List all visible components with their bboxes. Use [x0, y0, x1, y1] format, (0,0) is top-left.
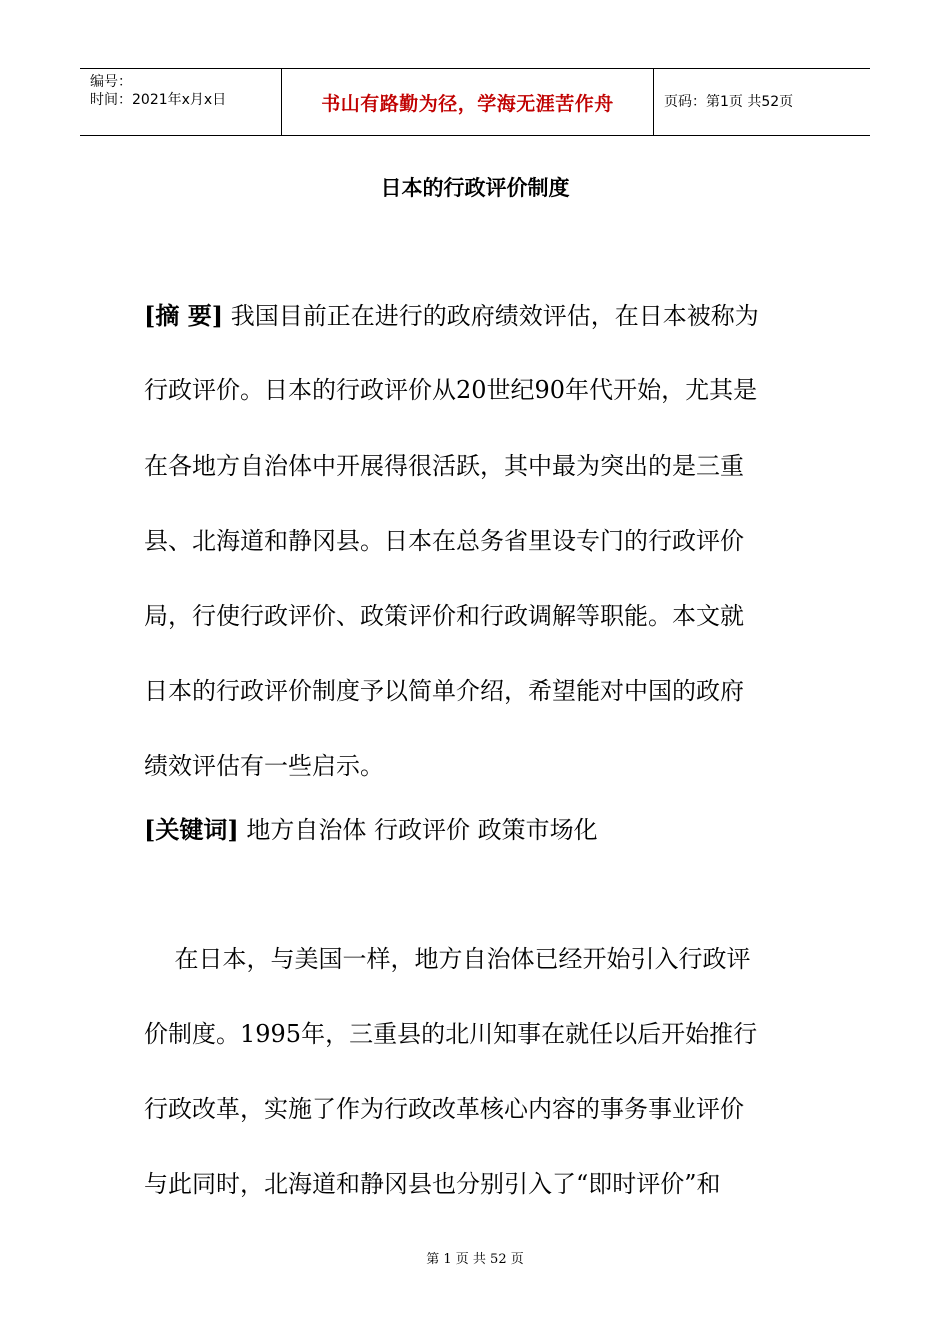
- abstract-text: 我国目前正在进行的政府绩效评估，在日本被称为: [230, 302, 759, 330]
- header-info-cell: [80, 69, 281, 135]
- header-page-code: 页码：第1页 共52页: [664, 94, 794, 110]
- header-table: [80, 68, 870, 136]
- keywords-text: 地方自治体 行政评价 政策市场化: [246, 816, 598, 844]
- header-page-cell: [654, 69, 870, 135]
- header-motto: 书山有路勤为径，学海无涯苦作舟: [321, 92, 614, 115]
- body-line: 与此同时，北海道和静冈县也分别引入了“即时评价”和: [144, 1170, 721, 1198]
- document-title: 日本的行政评价制度: [380, 176, 570, 200]
- header-motto-cell: [281, 69, 654, 135]
- abstract-line: 在各地方自治体中开展得很活跃，其中最为突出的是三重: [144, 452, 744, 480]
- abstract-line: 日本的行政评价制度予以简单介绍，希望能对中国的政府: [144, 677, 744, 705]
- document-date-label: 时间：2021年x月x日: [90, 92, 227, 108]
- document-number-label: 编号：: [90, 74, 132, 90]
- body-line: 价制度。1995年，三重县的北川知事在就任以后开始推行: [144, 1020, 758, 1048]
- abstract-label: [摘 要]: [144, 301, 224, 330]
- abstract-line: 行政评价。日本的行政评价从20世纪90年代开始，尤其是: [144, 376, 758, 404]
- page-footer: 第 1 页 共 52 页: [426, 1252, 524, 1267]
- abstract-line: 县、北海道和静冈县。日本在总务省里设专门的行政评价: [144, 527, 744, 555]
- keywords-label: [关键词]: [144, 815, 239, 844]
- abstract-line: 绩效评估有一些启示。: [144, 752, 384, 780]
- body-line: 行政改革，实施了作为行政改革核心内容的事务事业评价: [144, 1095, 744, 1123]
- body-line: 在日本，与美国一样，地方自治体已经开始引入行政评: [144, 945, 751, 973]
- keywords-line: [144, 810, 598, 845]
- abstract-line: 局，行使行政评价、政策评价和行政调解等职能。本文就: [144, 602, 744, 630]
- abstract-line-1: [144, 296, 759, 331]
